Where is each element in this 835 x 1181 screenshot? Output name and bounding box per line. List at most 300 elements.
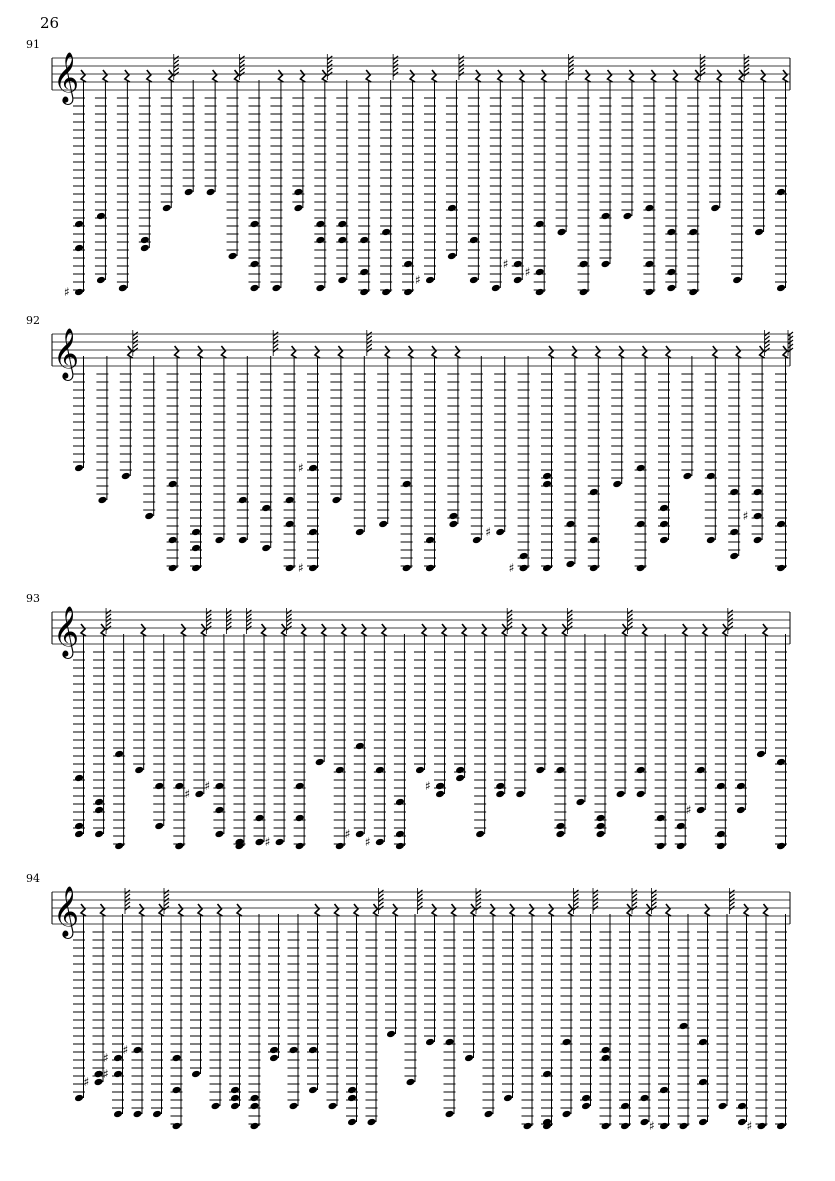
flag-mark [744, 60, 749, 64]
notehead [469, 276, 479, 285]
note-column [284, 346, 297, 572]
notehead [636, 520, 646, 529]
flag-mark [593, 894, 598, 898]
flag-mark [569, 68, 574, 72]
note-column [133, 624, 146, 774]
flag-mark [569, 60, 574, 64]
notehead [447, 204, 457, 213]
note-column [709, 70, 722, 212]
flag-mark [367, 344, 372, 348]
sharp-icon: ♯ [264, 835, 271, 849]
flag-mark [106, 622, 111, 626]
note-column [588, 346, 601, 572]
notehead [74, 244, 84, 253]
notehead [94, 1070, 104, 1079]
notehead [113, 1054, 123, 1063]
flag-mark [728, 622, 733, 626]
flag-mark [226, 614, 231, 618]
notehead [636, 766, 646, 775]
flag-mark [476, 894, 481, 898]
flag-mark [327, 60, 332, 64]
notehead [601, 1046, 611, 1055]
notehead [729, 488, 739, 497]
note-column [336, 80, 348, 284]
notehead [656, 814, 666, 823]
notehead [386, 1030, 396, 1039]
notehead [403, 260, 413, 269]
note-column [554, 608, 572, 838]
notehead [214, 536, 224, 545]
notehead [347, 1086, 357, 1095]
notehead [659, 1122, 669, 1131]
notehead [74, 1094, 84, 1103]
note-column [485, 356, 506, 539]
flag-mark [730, 894, 735, 898]
measure-number: 94 [26, 872, 40, 885]
notehead [666, 228, 676, 237]
notehead [601, 260, 611, 269]
notehead [620, 1102, 630, 1111]
notehead [406, 1078, 416, 1087]
notehead [596, 822, 606, 831]
notehead [114, 750, 124, 759]
sharp-icon: ♯ [742, 509, 749, 523]
notehead [455, 774, 465, 783]
notehead [542, 472, 552, 481]
flag-mark [206, 614, 211, 618]
notehead [375, 766, 385, 775]
note-column [103, 888, 130, 1118]
sharp-icon: ♯ [103, 1051, 109, 1065]
note-column [190, 904, 203, 1078]
note-column [483, 904, 496, 1118]
notehead [121, 472, 131, 481]
notehead [679, 1122, 689, 1131]
sharp-icon: ♯ [524, 265, 531, 279]
note-column [753, 70, 766, 236]
notehead [659, 1086, 669, 1095]
staff [52, 334, 790, 366]
notehead [375, 838, 385, 847]
notehead [140, 244, 150, 253]
note-column [425, 624, 447, 798]
flag-mark [393, 60, 398, 64]
notehead [589, 564, 599, 573]
note-column [298, 346, 320, 575]
notehead [94, 806, 104, 815]
notehead [555, 830, 565, 839]
notehead [275, 838, 285, 847]
treble-clef-icon: 𝄞 [53, 606, 80, 657]
notehead [271, 284, 281, 293]
notehead [337, 236, 347, 245]
note-column [330, 346, 343, 504]
note-column [249, 914, 261, 1130]
notehead [601, 1122, 611, 1131]
sharp-icon: ♯ [298, 461, 304, 475]
note-column [717, 888, 735, 1110]
flag-mark [133, 336, 138, 340]
note-column [237, 356, 249, 544]
note-column [327, 904, 340, 1110]
notehead [168, 480, 178, 489]
notehead [696, 766, 706, 775]
notehead [776, 520, 786, 529]
note-column [594, 634, 606, 838]
note-column [686, 624, 708, 817]
note-column [346, 904, 359, 1126]
notehead [776, 1122, 786, 1131]
notehead [753, 536, 763, 545]
note-column [402, 70, 415, 296]
note-column [735, 634, 747, 814]
notehead [542, 480, 552, 489]
treble-clef-icon: 𝄞 [53, 886, 80, 937]
notehead [97, 496, 107, 505]
notehead [191, 528, 201, 537]
sharp-icon: ♯ [103, 1067, 109, 1081]
notehead [736, 782, 746, 791]
notehead [589, 488, 599, 497]
flag-mark [174, 60, 179, 64]
note-column [190, 346, 203, 572]
notehead [174, 782, 184, 791]
sharp-icon: ♯ [502, 257, 509, 271]
flag-mark [287, 614, 292, 618]
notehead [729, 528, 739, 537]
note-column [747, 904, 769, 1133]
note-column [184, 608, 211, 801]
note-column [204, 608, 231, 838]
notehead [328, 1102, 338, 1111]
note-column [151, 888, 169, 1118]
notehead [378, 520, 388, 529]
flag-mark [728, 614, 733, 618]
note-column [541, 346, 554, 572]
note-column [153, 634, 165, 830]
notehead [679, 1022, 689, 1031]
note-column [358, 70, 371, 296]
notehead [484, 1110, 494, 1119]
notehead [347, 1118, 357, 1127]
notehead [448, 520, 458, 529]
notehead [238, 496, 248, 505]
notehead [754, 228, 764, 237]
notehead [519, 564, 529, 573]
notehead [308, 1046, 318, 1055]
note-column [307, 904, 320, 1094]
notehead [736, 806, 746, 815]
note-column [736, 904, 749, 1126]
note-column [260, 330, 278, 552]
notehead [315, 220, 325, 229]
notehead [472, 536, 482, 545]
notehead [191, 544, 201, 553]
notehead [776, 564, 786, 573]
flag-mark [240, 68, 245, 72]
notehead [447, 252, 457, 261]
note-column [463, 888, 481, 1062]
notehead [168, 564, 178, 573]
note-column [468, 70, 481, 284]
notehead [666, 268, 676, 277]
flag-mark [246, 622, 251, 626]
notehead [688, 288, 698, 297]
notehead [425, 276, 435, 285]
notehead [269, 1054, 279, 1063]
note-column [113, 634, 125, 850]
note-column [600, 70, 613, 268]
notehead [425, 564, 435, 573]
note-column [665, 70, 678, 292]
staff-svg [0, 876, 835, 1146]
notehead [659, 536, 669, 545]
notehead [676, 842, 686, 851]
page-number: 26 [40, 14, 60, 32]
notehead [191, 564, 201, 573]
notehead [455, 766, 465, 775]
note-column [681, 356, 693, 480]
notehead [565, 560, 575, 569]
sharp-icon: ♯ [649, 1119, 655, 1133]
note-column [611, 346, 624, 488]
notehead [228, 252, 238, 261]
notehead [238, 536, 248, 545]
notehead [542, 1070, 552, 1079]
notehead [464, 1054, 474, 1063]
notehead [622, 212, 632, 221]
note-column [494, 608, 512, 798]
notehead [308, 464, 318, 473]
notehead [402, 564, 412, 573]
notehead [515, 790, 525, 799]
flag-mark [459, 68, 464, 72]
notehead [562, 1038, 572, 1047]
flag-mark [273, 344, 278, 348]
flag-mark [507, 622, 512, 626]
notehead [74, 830, 84, 839]
notehead [596, 830, 606, 839]
notehead [255, 814, 265, 823]
note-column [123, 904, 145, 1118]
notehead [513, 260, 523, 269]
note-column [334, 624, 347, 850]
sharp-icon: ♯ [415, 273, 421, 287]
flag-mark [628, 622, 633, 626]
note-column [401, 346, 414, 572]
notehead [644, 260, 654, 269]
note-column [205, 70, 218, 196]
notehead [74, 464, 84, 473]
notehead [230, 1094, 240, 1103]
notehead [214, 782, 224, 791]
note-column [229, 904, 242, 1110]
sharp-icon: ♯ [122, 1043, 129, 1057]
flag-mark [730, 902, 735, 906]
notehead [261, 544, 271, 553]
notehead [230, 1086, 240, 1095]
notehead [154, 782, 164, 791]
notehead [395, 798, 405, 807]
notehead [579, 260, 589, 269]
notehead [230, 1102, 240, 1111]
flag-mark [567, 622, 572, 626]
note-column [775, 70, 788, 292]
notehead [557, 228, 567, 237]
note-column [270, 70, 283, 292]
notehead [696, 806, 706, 815]
notehead [285, 520, 295, 529]
notehead [596, 814, 606, 823]
staff-svg [0, 596, 835, 866]
note-column [490, 70, 503, 292]
notehead [308, 1086, 318, 1095]
notehead [140, 236, 150, 245]
notehead [289, 1102, 299, 1111]
notehead [542, 564, 552, 573]
note-column [294, 624, 307, 850]
notehead [495, 528, 505, 537]
notehead [172, 1054, 182, 1063]
flag-mark [287, 622, 292, 626]
notehead [355, 528, 365, 537]
note-column [143, 356, 155, 520]
note-column [580, 888, 598, 1110]
note-column [471, 356, 483, 544]
flag-mark [125, 902, 130, 906]
notehead [355, 830, 365, 839]
notehead [644, 288, 654, 297]
note-column [578, 70, 591, 296]
notehead [601, 1054, 611, 1063]
note-column [415, 70, 437, 287]
notehead [435, 782, 445, 791]
flag-mark [367, 336, 372, 340]
notehead [168, 536, 178, 545]
notehead [435, 790, 445, 799]
notehead [535, 220, 545, 229]
note-column [345, 624, 367, 841]
notehead [113, 1110, 123, 1119]
note-column [93, 608, 111, 838]
notehead [448, 512, 458, 521]
notehead [698, 1078, 708, 1087]
sharp-icon: ♯ [298, 561, 304, 575]
measure-number: 91 [26, 38, 40, 51]
note-column [574, 634, 586, 806]
flag-mark [700, 60, 705, 64]
flag-mark [418, 902, 423, 906]
notehead [491, 284, 501, 293]
note-column [635, 346, 648, 572]
notehead [581, 1094, 591, 1103]
flag-mark [125, 894, 130, 898]
note-column [731, 54, 749, 284]
notehead [601, 212, 611, 221]
note-column [502, 904, 515, 1102]
note-column [377, 346, 390, 528]
flag-mark [652, 902, 657, 906]
notehead [753, 512, 763, 521]
note-column [446, 54, 464, 260]
notehead [656, 842, 666, 851]
notehead [152, 1110, 162, 1119]
note-column [621, 70, 634, 220]
notehead [308, 564, 318, 573]
notehead [666, 284, 676, 293]
notehead [114, 842, 124, 851]
note-column [414, 624, 427, 774]
note-column [678, 914, 690, 1130]
notehead [335, 766, 345, 775]
note-column [64, 70, 86, 299]
note-column [743, 330, 770, 544]
notehead [706, 536, 716, 545]
note-column [775, 634, 787, 850]
flag-mark [628, 614, 633, 618]
notehead [395, 842, 405, 851]
note-column [405, 888, 423, 1086]
sharp-icon: ♯ [204, 779, 211, 793]
note-column [394, 634, 406, 850]
notehead [144, 512, 154, 521]
flag-mark [700, 68, 705, 72]
note-column [314, 624, 327, 766]
notehead [381, 288, 391, 297]
flag-mark [744, 68, 749, 72]
notehead [503, 1094, 513, 1103]
note-column [161, 54, 179, 212]
notehead [710, 204, 720, 213]
notehead [395, 830, 405, 839]
note-column [254, 624, 267, 846]
notehead [337, 220, 347, 229]
sharp-icon: ♯ [344, 827, 351, 841]
notehead [359, 288, 369, 297]
notehead [74, 822, 84, 831]
notehead [555, 766, 565, 775]
notehead [636, 564, 646, 573]
notehead [94, 830, 104, 839]
note-column [503, 70, 525, 284]
notehead [94, 1078, 104, 1087]
flag-mark [459, 60, 464, 64]
notehead [535, 268, 545, 277]
sharp-icon: ♯ [485, 525, 492, 539]
flag-mark [240, 60, 245, 64]
note-column [534, 624, 547, 774]
notehead [535, 766, 545, 775]
notehead [172, 1086, 182, 1095]
note-column [424, 346, 437, 572]
notehead [640, 1118, 650, 1127]
treble-clef-icon: 𝄞 [53, 52, 80, 103]
note-column [183, 80, 195, 196]
flag-mark [246, 614, 251, 618]
sharp-icon: ♯ [184, 787, 191, 801]
staff-svg [0, 318, 835, 588]
sharp-icon: ♯ [746, 1119, 753, 1133]
note-column [292, 70, 305, 212]
note-column [167, 346, 180, 572]
note-column [658, 346, 671, 544]
note-column [635, 624, 648, 798]
notehead [337, 276, 347, 285]
note-column [365, 624, 387, 849]
flag-mark [226, 622, 231, 626]
notehead [636, 464, 646, 473]
notehead [191, 1070, 201, 1079]
